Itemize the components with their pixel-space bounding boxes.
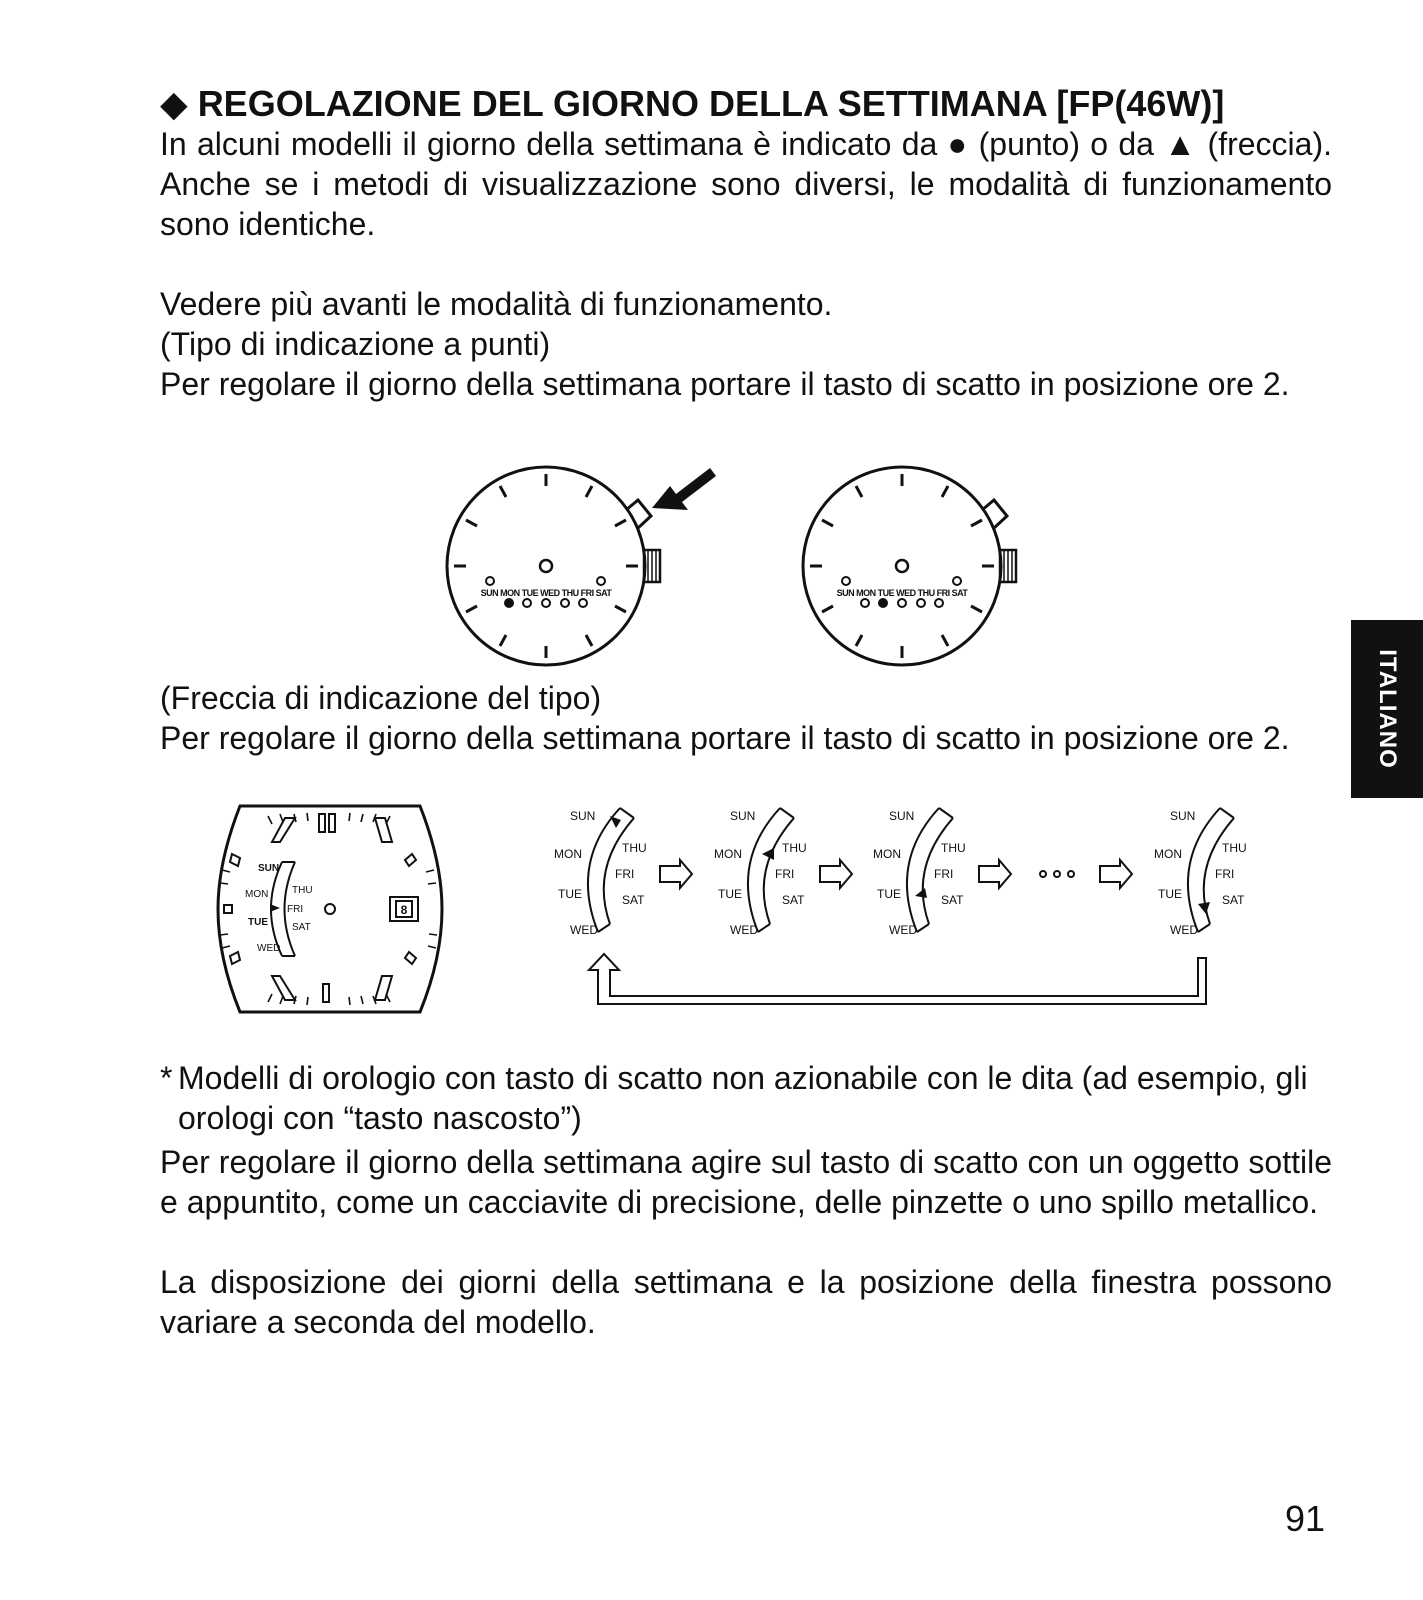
tonneau-label-wed: WED <box>257 943 281 954</box>
step1-label-mon: MON <box>554 847 582 861</box>
step3-label-mon: MON <box>873 847 901 861</box>
right-arrow-icon <box>979 860 1011 888</box>
step4-label-sat: SAT <box>1222 893 1245 907</box>
step1-label-sat: SAT <box>622 893 645 907</box>
step3-label-tue: TUE <box>877 887 901 901</box>
step4-label-tue: TUE <box>1158 887 1182 901</box>
procedure-paragraph: Per regolare il giorno della settimana agire sul tasto di scatto con un oggetto sottile e appuntito, come un cacciavite di precisione, delle pinzette o uno spillo metallico. <box>160 1144 1332 1220</box>
language-side-tab <box>1351 620 1423 798</box>
step3-label-fri: FRI <box>934 867 954 881</box>
step4-label-fri: FRI <box>1215 867 1235 881</box>
tonneau-label-fri: FRI <box>287 904 304 915</box>
tonneau-watch-figure <box>210 802 450 1021</box>
arrow-sequence-figure <box>540 802 1247 1025</box>
return-arrow-icon <box>589 954 1206 1004</box>
step4-label-wed: WED <box>1170 923 1198 937</box>
dot-dial-after-day-scale: SUN MON TUE WED THU FRI SAT <box>836 588 968 598</box>
page-number: 91 <box>1285 1498 1326 1539</box>
arrow-step-last <box>1154 808 1247 937</box>
step4-label-mon: MON <box>1154 847 1182 861</box>
dot-type-caption: (Tipo di indicazione a punti) <box>160 326 551 362</box>
step1-label-thu: THU <box>622 841 647 855</box>
dot-type-figure <box>440 458 1040 678</box>
arrow-step-2 <box>714 808 807 937</box>
language-side-tab-label: ITALIANO <box>1374 649 1401 769</box>
dot-dial-before-day-scale: SUN MON TUE WED THU FRI SAT <box>480 588 612 598</box>
step2-label-sat: SAT <box>782 893 805 907</box>
right-arrow-icon <box>660 860 692 888</box>
tonneau-label-thu: THU <box>292 885 313 896</box>
right-arrow-icon <box>820 860 852 888</box>
note-marker: * <box>160 1060 173 1096</box>
arrow-type-instruction: Per regolare il giorno della settimana portare il tasto di scatto in posizione ore 2. <box>160 720 1290 756</box>
section-heading: ◆ REGOLAZIONE DEL GIORNO DELLA SETTIMANA [FP(46W)] <box>160 83 1225 124</box>
step4-label-thu: THU <box>1222 841 1247 855</box>
step2-label-thu: THU <box>782 841 807 855</box>
tonneau-label-sat: SAT <box>292 922 311 933</box>
arrow-step-1 <box>554 808 647 937</box>
ellipsis-icon <box>1040 871 1074 877</box>
step2-label-wed: WED <box>730 923 758 937</box>
step4-label-sun: SUN <box>1170 809 1196 823</box>
step1-label-sun: SUN <box>570 809 596 823</box>
step2-label-sun: SUN <box>730 809 756 823</box>
tonneau-label-sun: SUN <box>258 863 280 874</box>
step1-label-tue: TUE <box>558 887 582 901</box>
arrow-step-3 <box>873 808 966 937</box>
see-below-text: Vedere più avanti le modalità di funzionamento. <box>160 286 833 322</box>
date-window: 8 <box>400 903 408 917</box>
note-text: Modelli di orologio con tasto di scatto non azionabile con le dita (ad esempio, gli orologi con “tasto nascosto”) <box>178 1060 1308 1136</box>
step2-label-fri: FRI <box>775 867 795 881</box>
intro-paragraph: In alcuni modelli il giorno della settimana è indicato da ● (punto) o da ▲ (freccia). Anche se i metodi di visualizzazione sono diversi, le modalità di funzionamento sono identiche. <box>160 126 1332 242</box>
step3-label-thu: THU <box>941 841 966 855</box>
arrow-type-caption: (Freccia di indicazione del tipo) <box>160 680 602 716</box>
dot-dial-before <box>447 467 660 665</box>
step1-label-fri: FRI <box>615 867 635 881</box>
tonneau-label-tue: TUE <box>248 917 268 928</box>
step3-label-wed: WED <box>889 923 917 937</box>
step1-label-wed: WED <box>570 923 598 937</box>
step2-label-mon: MON <box>714 847 742 861</box>
layout-note-paragraph: La disposizione dei giorni della settimana e la posizione della finestra possono variare a seconda del modello. <box>160 1264 1332 1340</box>
step2-label-tue: TUE <box>718 887 742 901</box>
right-arrow-icon <box>1100 860 1132 888</box>
dot-dial-after <box>803 467 1016 665</box>
tonneau-label-mon: MON <box>245 889 269 900</box>
pointer-arrow-icon <box>652 468 716 510</box>
step3-label-sat: SAT <box>941 893 964 907</box>
step3-label-sun: SUN <box>889 809 915 823</box>
dot-type-instruction: Per regolare il giorno della settimana portare il tasto di scatto in posizione ore 2. <box>160 366 1290 402</box>
